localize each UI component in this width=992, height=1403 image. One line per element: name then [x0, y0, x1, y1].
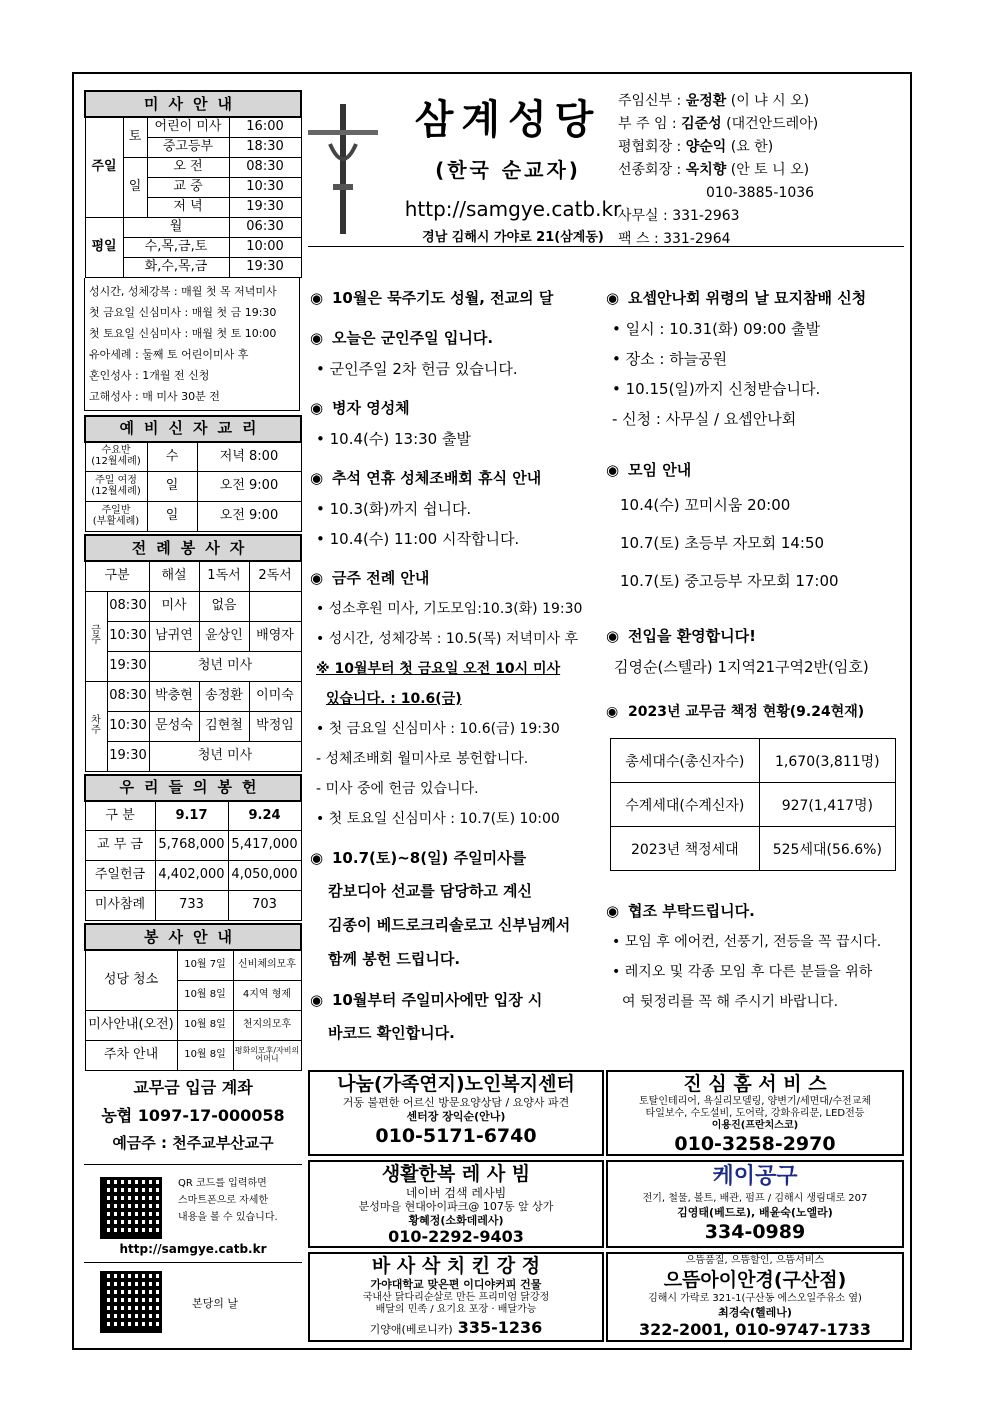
list-item: • 모임 후 에어컨, 선풍기, 전등을 꼭 끕시다.: [612, 934, 882, 950]
note: 유아세례 : 둘째 토 어린이미사 후: [89, 347, 249, 361]
liturgy-header: 전례봉사자: [85, 535, 301, 561]
qr-area: [84, 1164, 302, 1242]
time: 08:30: [107, 681, 149, 711]
patron-area: [84, 1262, 302, 1342]
date: 10월 8일: [177, 980, 233, 1010]
church-address: 경남 김해시 가야로 21(삼계동): [422, 230, 604, 245]
welcome-line: 김영순(스텔라) 1지역21구역2반(임호): [614, 658, 869, 676]
mass-name: 수,목,금,토: [123, 237, 229, 257]
ad-line: 토탈인테리어, 욕실리모델링, 양변기/세면대/수전교체: [639, 1096, 871, 1107]
who: 신비체의모후: [233, 950, 301, 980]
sub-item: - 미사 중에 헌금 있습니다.: [316, 781, 479, 797]
this-week-label: 금주: [85, 591, 107, 681]
mass-time: 10:30: [229, 177, 301, 197]
announcements-right: [606, 274, 904, 1017]
ad-phone: 010-5171-6740: [375, 1125, 537, 1147]
section-heading: ◉ 2023년 교무금 책정 현황(9.24현재): [606, 704, 865, 720]
section-heading: ◉ 추석 연휴 성체조배회 휴식 안내: [310, 469, 542, 487]
next-week-label: 차주: [85, 681, 107, 771]
qr-url[interactable]: http://samgye.catb.kr: [119, 1242, 267, 1256]
staff-list: [618, 90, 908, 251]
name: 박정임: [249, 711, 301, 741]
ad-line: 타일보수, 수도설비, 도어락, 강화유리문, LED전등: [645, 1108, 865, 1119]
note: 혼인성사 : 1개월 전 신청: [89, 368, 210, 382]
section-heading: ◉ 요셉안나회 위령의 날 묘지참배 신청: [606, 289, 867, 307]
catechumen-table: [84, 415, 302, 533]
ad-box: [606, 1160, 904, 1248]
mass-time: 10:00: [229, 237, 301, 257]
row-name: 주일헌금: [85, 861, 155, 891]
ad-line: 으뜸품질, 으뜸할인, 으뜸서비스: [685, 1255, 825, 1266]
weekday-label: 평일: [85, 217, 123, 277]
note: 성시간, 성체강복 : 매월 첫 목 저녁미사: [89, 284, 277, 298]
list-item: • 10.4(수) 11:00 시작합니다.: [316, 530, 520, 548]
meeting: 10.4(수) 꼬미시움 20:00: [620, 496, 791, 514]
time: 19:30: [107, 651, 149, 681]
meeting: 10.7(토) 초등부 자모회 14:50: [620, 534, 825, 552]
mass-table: [84, 90, 302, 278]
name: 박충현: [149, 681, 199, 711]
who: 평화의모후/자비의어머니: [233, 1040, 301, 1070]
masthead: [308, 84, 904, 246]
ad-phone: 010-3258-2970: [674, 1133, 836, 1155]
mass-name: 저 녁: [147, 197, 229, 217]
youth-mass: 청년 미사: [149, 651, 301, 681]
name: 미사: [149, 591, 199, 621]
name: 문성숙: [149, 711, 199, 741]
church-url[interactable]: http://samgye.catb.kr: [404, 197, 622, 221]
bulletin-page: [72, 72, 912, 1350]
qr-text: QR 코드를 입력하면 스마트폰으로 자세한 내용을 볼 수 있습니다.: [178, 1178, 278, 1223]
left-column: [84, 90, 300, 1071]
col-head: 구 분: [85, 801, 155, 831]
note: 첫 토요일 신심미사 : 매월 첫 토 10:00: [89, 326, 277, 340]
class-name: 수요반 (12월세례): [85, 442, 147, 472]
mass-time: 06:30: [229, 217, 301, 237]
notice-line: ※ 10월부터 첫 금요일 오전 10시 미사: [316, 661, 561, 677]
ad-title: 생활한복 레 사 빔: [381, 1163, 531, 1185]
ad-line: 국내산 닭다리순살로 만든 프리미엄 닭강정: [362, 1292, 550, 1303]
amount: 5,768,000: [155, 831, 228, 861]
row-name: 미사참례: [85, 891, 155, 921]
sunday-day-label: 일: [123, 157, 147, 217]
name: 배영자: [249, 621, 301, 651]
col-head: 2독서: [249, 561, 301, 591]
divider: [308, 246, 904, 247]
list-item: • 군인주일 2차 헌금 있습니다.: [316, 360, 518, 378]
section-heading: ◉ 오늘은 군인주일 입니다.: [310, 329, 494, 347]
ad-box: [606, 1070, 904, 1156]
col-head: 9.24: [228, 801, 301, 831]
class-name: 주일 여정 (12월세례): [85, 472, 147, 502]
ad-title: 으뜸아이안경(구산점): [663, 1269, 847, 1291]
youth-mass: 청년 미사: [149, 741, 301, 771]
section-heading: ◉ 전입을 환영합니다!: [606, 627, 756, 645]
name: [249, 591, 301, 621]
date: 10월 8일: [177, 1040, 233, 1070]
announcements-left: [310, 274, 602, 1050]
amount: 733: [155, 891, 228, 921]
list-item: • 첫 금요일 신심미사 : 10.6(금) 19:30: [316, 721, 560, 737]
bank-title: 교무금 입금 계좌: [133, 1078, 253, 1097]
date: 10월 8일: [177, 1010, 233, 1040]
stat-value: 927(1,417명): [759, 783, 895, 827]
time: 19:30: [107, 741, 149, 771]
ad-phone: 010-2292-9403: [388, 1227, 524, 1246]
ad-line: 전기, 철물, 볼트, 배관, 펌프 / 김해시 생림대로 207: [642, 1193, 868, 1204]
ad-line: 분성마을 현대아이파크@ 107동 앞 상가: [358, 1200, 554, 1213]
note: 첫 금요일 신심미사 : 매월 첫 금 19:30: [89, 305, 277, 319]
name: 윤상인: [199, 621, 249, 651]
text-line: 바코드 확인합니다.: [328, 1024, 455, 1042]
section-heading: ◉ 10월부터 주일미사에만 입장 시: [310, 991, 543, 1009]
catechumen-header: 예비신자교리: [85, 416, 301, 442]
ad-title: 진 심 홈 서 비 스: [683, 1073, 827, 1095]
list-item: • 성시간, 성체강복 : 10.5(목) 저녁미사 후: [316, 631, 579, 647]
col-head: 해설: [149, 561, 199, 591]
ad-box: [606, 1252, 904, 1342]
offering-table: [84, 774, 302, 922]
ad-phone: 334-0989: [704, 1221, 806, 1243]
mass-time: 16:00: [229, 117, 301, 137]
ad-box: [308, 1070, 604, 1156]
sub-item: - 신청 : 사무실 / 요셉안나회: [612, 410, 797, 428]
class-time: 오전 9:00: [197, 502, 301, 532]
text-line: 함께 봉헌 드립니다.: [328, 950, 461, 968]
bank-box: [84, 1070, 302, 1342]
cross-emblem-icon: [308, 104, 378, 234]
mass-name: 화,수,목,금: [123, 257, 229, 277]
ad-line: 배달의 민족 / 요기요 포장 · 배달가능: [375, 1304, 537, 1315]
notice-line: 있습니다. : 10.6(금): [326, 691, 462, 707]
name: 김현철: [199, 711, 249, 741]
staff-row: 평협회장 : 양순익 (요 한): [618, 139, 774, 155]
text-line: 김종이 베드로크리솔로고 신부님께서: [328, 916, 571, 934]
stat-value: 1,670(3,811명): [759, 739, 895, 783]
bank-holder: 예금주 : 천주교부산교구: [112, 1134, 274, 1152]
mass-name: 오 전: [147, 157, 229, 177]
time: 10:30: [107, 711, 149, 741]
staff-phone: 010-3885-1036: [706, 185, 815, 201]
mass-name: 중고등부: [147, 137, 229, 157]
time: 10:30: [107, 621, 149, 651]
class-day: 일: [147, 502, 197, 532]
stat-key: 2023년 책정세대: [611, 827, 760, 871]
staff-row: 선종회장 : 옥치향 (안 토 니 오): [618, 162, 810, 178]
ad-phone: 322-2001, 010-9747-1733: [639, 1320, 871, 1339]
ad-title: 바 사 삭 치 킨 강 정: [371, 1255, 541, 1277]
stat-value: 525세대(56.6%): [759, 827, 895, 871]
staff-row: 부 주 임 : 김준성 (대건안드레아): [618, 116, 819, 132]
saturday-label: 토: [123, 117, 147, 157]
ad-box: [308, 1160, 604, 1248]
mass-notes: [84, 278, 300, 411]
name: 없음: [199, 591, 249, 621]
mass-time: 08:30: [229, 157, 301, 177]
class-day: 일: [147, 472, 197, 502]
class-name: 주일반 (부활세례): [85, 502, 147, 532]
time: 08:30: [107, 591, 149, 621]
ad-box: [308, 1252, 604, 1342]
section-heading: ◉ 협조 부탁드립니다.: [606, 902, 755, 920]
ad-title: 케이공구: [712, 1164, 798, 1189]
stat-key: 수계세대(수계신자): [611, 783, 760, 827]
qr-code-icon[interactable]: [100, 1177, 162, 1239]
bank-account: 농협 1097-17-000058: [101, 1106, 285, 1125]
name: 이미숙: [249, 681, 301, 711]
ad-line: 김영태(베드로), 배윤숙(노엘라): [677, 1206, 833, 1219]
section-heading: ◉ 모임 안내: [606, 461, 692, 479]
mass-name: 교 중: [147, 177, 229, 197]
stat-key: 총세대수(총신자수): [611, 739, 760, 783]
list-item: • 성소후원 미사, 기도모임:10.3(화) 19:30: [316, 601, 583, 617]
row-name: 교 무 금: [85, 831, 155, 861]
amount: 4,050,000: [228, 861, 301, 891]
offering-header: 우리들의봉헌: [85, 775, 301, 801]
text-line: 캄보디아 선교를 담당하고 계신: [328, 882, 533, 900]
ad-line: 센터장 장익순(안나): [406, 1110, 506, 1123]
list-item: • 일시 : 10.31(화) 09:00 출발: [612, 320, 821, 338]
liturgy-table: [84, 534, 302, 772]
name: 남귀연: [149, 621, 199, 651]
note: 고해성사 : 매 미사 30분 전: [89, 389, 220, 403]
col-head: 구분: [85, 561, 149, 591]
patron-day: 본당의 날: [192, 1297, 239, 1310]
parking-label: 주차 안내: [85, 1040, 177, 1070]
ad-title: 나눔(가족연지)노인복지센터: [337, 1073, 575, 1095]
ad-line: 김해시 가락로 321-1(구산동 에스오일주유소 옆): [648, 1293, 862, 1304]
who: 천지의모후: [233, 1010, 301, 1040]
church-subtitle: (한국 순교자): [435, 158, 581, 182]
section-heading: ◉ 금주 전례 안내: [310, 569, 430, 587]
ad-contact: 기양애(베로니카) 335-1236: [369, 1318, 543, 1337]
meeting: 10.7(토) 중고등부 자모회 17:00: [620, 572, 839, 590]
class-day: 수: [147, 442, 197, 472]
sunday-label: 주일: [85, 117, 123, 217]
ad-line: 황혜정(소화데레사): [408, 1214, 504, 1227]
class-time: 오전 9:00: [197, 472, 301, 502]
clean-label: 성당 청소: [85, 950, 177, 1010]
ad-line: 이용진(프란치스코): [711, 1120, 799, 1131]
section-heading: ◉ 병자 영성체: [310, 399, 410, 417]
service-header: 봉사안내: [85, 924, 301, 950]
ad-line: 네이버 검색 레사빔: [405, 1186, 507, 1200]
name: 송정환: [199, 681, 249, 711]
ad-line: 거동 불편한 어르신 방문요양상담 / 요양사 파견: [342, 1096, 570, 1109]
list-item: • 10.3(화)까지 쉽니다.: [316, 500, 472, 518]
guide-label: 미사안내(오전): [85, 1010, 177, 1040]
mass-time: 18:30: [229, 137, 301, 157]
who: 4지역 형제: [233, 980, 301, 1010]
mass-name: 월: [123, 217, 229, 237]
mass-name: 어린이 미사: [147, 117, 229, 137]
amount: 4,402,000: [155, 861, 228, 891]
col-head: 1독서: [199, 561, 249, 591]
fax: 팩 스 : 331-2964: [618, 231, 731, 247]
ad-line: 최경숙(헬레나): [718, 1306, 792, 1319]
list-item: • 10.15(일)까지 신청받습니다.: [612, 380, 821, 398]
list-item: • 레지오 및 각종 모임 후 다른 분들을 위하: [612, 964, 873, 980]
section-heading: ◉ 10.7(토)~8(일) 주일미사를: [310, 849, 527, 867]
mass-time: 19:30: [229, 197, 301, 217]
list-item: • 10.4(수) 13:30 출발: [316, 430, 471, 448]
service-table: [84, 923, 302, 1071]
sub-item: - 성체조배회 월미사로 봉헌합니다.: [316, 751, 529, 767]
section-heading: ◉ 10월은 묵주기도 성월, 전교의 달: [310, 289, 554, 307]
date: 10월 7일: [177, 950, 233, 980]
list-item: • 첫 토요일 신심미사 : 10.7(토) 10:00: [316, 811, 560, 827]
staff-row: 주임신부 : 윤정환 (이 냐 시 오): [618, 93, 810, 109]
amount: 5,417,000: [228, 831, 301, 861]
amount: 703: [228, 891, 301, 921]
office-phone: 사무실 : 331-2963: [618, 208, 740, 224]
mass-time: 19:30: [229, 257, 301, 277]
church-title: 삼계성당: [414, 97, 602, 143]
dues-table: [610, 738, 896, 871]
class-time: 저녁 8:00: [197, 442, 301, 472]
mass-header: 미사안내: [85, 91, 301, 117]
qr-code-icon[interactable]: [100, 1271, 162, 1333]
col-head: 9.17: [155, 801, 228, 831]
list-item: • 장소 : 하늘공원: [612, 350, 728, 368]
list-item-cont: 여 뒷정리를 꼭 해 주시기 바랍니다.: [622, 994, 839, 1010]
ad-line: 가야대학교 맞은편 이디야커피 건물: [370, 1278, 542, 1291]
